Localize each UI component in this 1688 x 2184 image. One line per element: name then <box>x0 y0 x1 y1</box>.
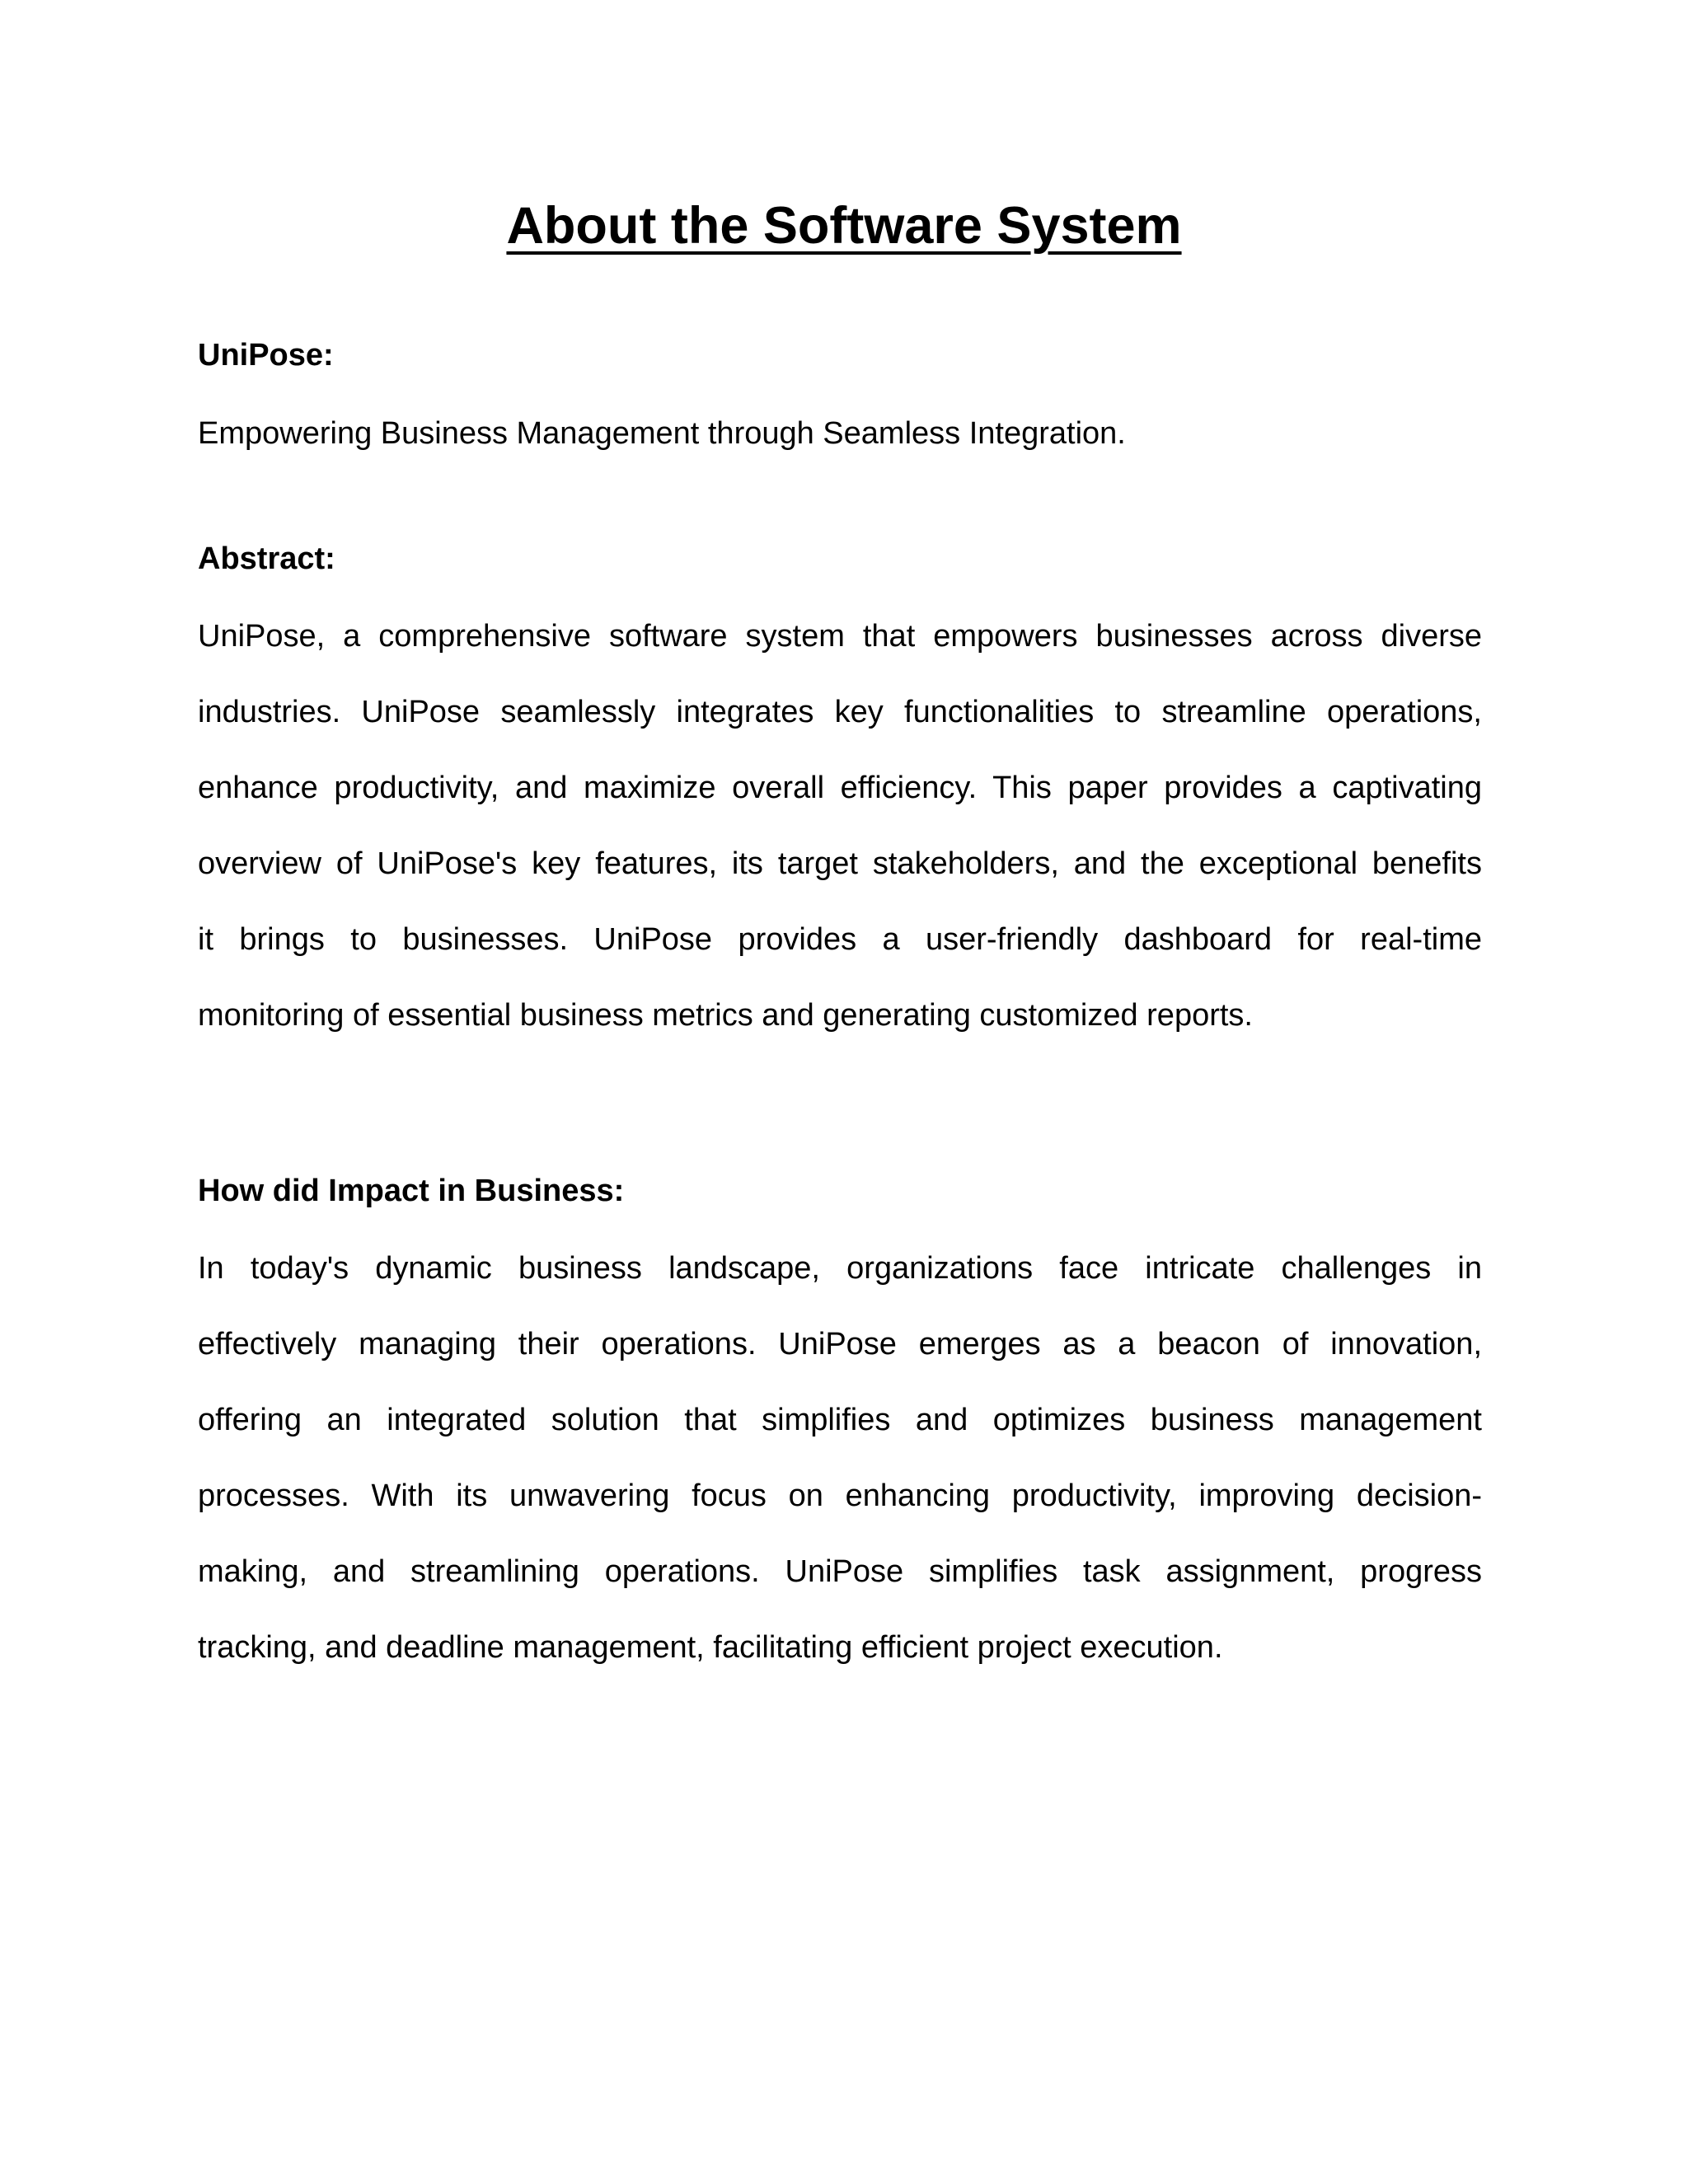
section-heading-unipose: UniPose: <box>198 338 334 373</box>
page-title: About the Software System <box>506 197 1182 255</box>
paragraph-line: tracking, and deadline management, facilitating efficient project execution. <box>198 1630 1223 1665</box>
paragraph-line: effectively managing their operations. UniPose emerges as a beacon of innovation, <box>198 1327 1482 1361</box>
paragraph-line: In today's dynamic business landscape, organizations face intricate challenges in <box>198 1251 1482 1286</box>
paragraph-line: processes. With its unwavering focus on enhancing productivity, improving decision- <box>198 1479 1482 1513</box>
section-body-impact <box>198 1230 1482 1685</box>
section-heading-abstract: Abstract: <box>198 541 335 576</box>
paragraph-line: offering an integrated solution that simplifies and optimizes business management <box>198 1403 1482 1437</box>
paragraph-line: overview of UniPose's key features, its target stakeholders, and the exceptional benefits <box>198 846 1482 881</box>
section-body-abstract <box>198 598 1482 1053</box>
paragraph-line: making, and streamlining operations. UniPose simplifies task assignment, progress <box>198 1554 1482 1589</box>
section-heading-impact: How did Impact in Business: <box>198 1174 625 1208</box>
paragraph-line: it brings to businesses. UniPose provides a user-friendly dashboard for real-time <box>198 922 1482 957</box>
section-body-unipose <box>198 396 1482 471</box>
paragraph-line: UniPose, a comprehensive software system that empowers businesses across diverse <box>198 619 1482 654</box>
paragraph-line: Empowering Business Management through Seamless Integration. <box>198 416 1126 451</box>
paragraph-line: enhance productivity, and maximize overall efficiency. This paper provides a captivating <box>198 771 1482 805</box>
paragraph-line: monitoring of essential business metrics and generating customized reports. <box>198 998 1253 1033</box>
paragraph-line: industries. UniPose seamlessly integrates key functionalities to streamline operations, <box>198 695 1482 729</box>
